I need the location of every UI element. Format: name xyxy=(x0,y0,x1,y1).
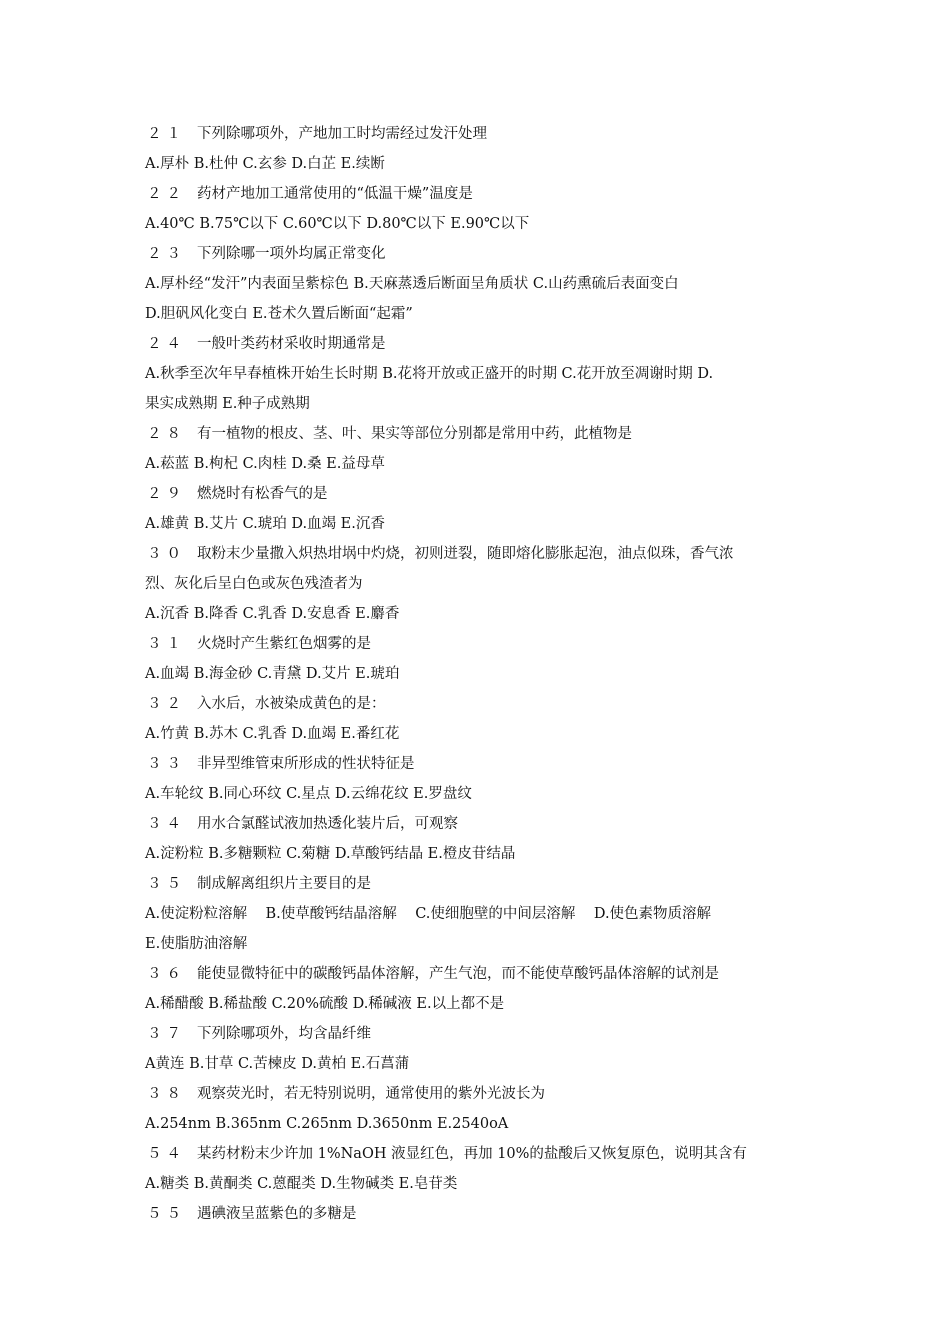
question-36 xyxy=(145,959,815,989)
question-23 xyxy=(145,239,815,269)
question-text: 观察荧光时，若无特别说明，通常使用的紫外光波长为 xyxy=(197,1086,545,1102)
question-23-options: A.厚朴经“发汗”内表面呈紫棕色 B.天麻蒸透后断面呈角质状 C.山药熏硫后表面变白 xyxy=(145,276,679,292)
question-31 xyxy=(145,629,815,659)
question-21 xyxy=(145,119,815,149)
question-text: 下列除哪一项外均属正常变化 xyxy=(197,246,386,262)
question-35-options: A.使淀粉粒溶解 B.使草酸钙结晶溶解 C.使细胞壁的中间层溶解 D.使色素物质溶解 xyxy=(145,906,712,922)
question-33-options: A.车轮纹 B.同心环纹 C.星点 D.云绵花纹 E.罗盘纹 xyxy=(145,786,472,802)
question-22-options: A.40℃ B.75℃以下 C.60℃以下 D.80℃以下 E.90℃以下 xyxy=(145,216,530,232)
question-38 xyxy=(145,1079,815,1109)
question-24-options: A.秋季至次年早春植株开始生长时期 B.花将开放或正盛开的时期 C.花开放至凋谢时期 D. xyxy=(145,366,714,382)
question-54 xyxy=(145,1139,815,1169)
question-32-options: A.竹黄 B.苏木 C.乳香 D.血竭 E.番红花 xyxy=(145,726,400,742)
question-number: ２３ xyxy=(147,246,186,262)
question-55 xyxy=(145,1199,815,1229)
question-text: 取粉末少量撒入炽热坩埚中灼烧，初则迸裂，随即熔化膨胀起泡，油点似珠，香气浓 xyxy=(197,546,734,562)
question-text: 制成解离组织片主要目的是 xyxy=(197,876,371,892)
question-34 xyxy=(145,809,815,839)
question-text: 药材产地加工通常使用的“低温干燥”温度是 xyxy=(197,186,473,202)
question-number: ３３ xyxy=(147,756,186,772)
question-24-options-cont: 果实成熟期 E.种子成熟期 xyxy=(145,396,310,412)
question-38-options: A.254nm B.365nm C.265nm D.3650nm E.2540oA xyxy=(145,1116,509,1132)
question-35-options-cont: E.使脂肪油溶解 xyxy=(145,936,248,952)
document-page xyxy=(145,119,815,1229)
question-22 xyxy=(145,179,815,209)
question-28 xyxy=(145,419,815,449)
question-number: ３７ xyxy=(147,1026,186,1042)
question-text: 燃烧时有松香气的是 xyxy=(197,486,328,502)
question-35 xyxy=(145,869,815,899)
question-text: 某药材粉末少许加 1%NaOH 液显红色，再加 10%的盐酸后又恢复原色，说明其含有 xyxy=(197,1146,747,1162)
question-28-options: A.菘蓝 B.枸杞 C.肉桂 D.桑 E.益母草 xyxy=(145,456,385,472)
question-21-options: A.厚朴 B.杜仲 C.玄参 D.白芷 E.续断 xyxy=(145,156,385,172)
question-number: ２８ xyxy=(147,426,186,442)
question-number: ２４ xyxy=(147,336,186,352)
question-37-options: A黄连 B.甘草 C.苦楝皮 D.黄柏 E.石菖蒲 xyxy=(145,1056,410,1072)
question-text: 能使显微特征中的碳酸钙晶体溶解，产生气泡，而不能使草酸钙晶体溶解的试剂是 xyxy=(197,966,719,982)
question-24 xyxy=(145,329,815,359)
question-text: 遇碘液呈蓝紫色的多糖是 xyxy=(197,1206,357,1222)
question-number: ２１ xyxy=(147,126,186,142)
question-34-options: A.淀粉粒 B.多糖颗粒 C.菊糖 D.草酸钙结晶 E.橙皮苷结晶 xyxy=(145,846,516,862)
question-31-options: A.血竭 B.海金砂 C.青黛 D.艾片 E.琥珀 xyxy=(145,666,400,682)
question-number: ３０ xyxy=(147,546,186,562)
question-37 xyxy=(145,1019,815,1049)
question-number: ３８ xyxy=(147,1086,186,1102)
question-text: 有一植物的根皮、茎、叶、果实等部位分别都是常用中药，此植物是 xyxy=(197,426,632,442)
question-30-options: A.沉香 B.降香 C.乳香 D.安息香 E.麝香 xyxy=(145,606,400,622)
question-text: 非异型维管束所形成的性状特征是 xyxy=(197,756,415,772)
question-54-options: A.糖类 B.黄酮类 C.蒽醌类 D.生物碱类 E.皂苷类 xyxy=(145,1176,458,1192)
question-32 xyxy=(145,689,815,719)
question-text: 下列除哪项外，产地加工时均需经过发汗处理 xyxy=(197,126,487,142)
question-29 xyxy=(145,479,815,509)
question-number: ３１ xyxy=(147,636,186,652)
question-number: ２９ xyxy=(147,486,186,502)
question-text: 入水后，水被染成黄色的是： xyxy=(197,696,386,712)
question-text: 火烧时产生紫红色烟雾的是 xyxy=(197,636,371,652)
question-29-options: A.雄黄 B.艾片 C.琥珀 D.血竭 E.沉香 xyxy=(145,516,385,532)
question-text: 用水合氯醛试液加热透化装片后，可观察 xyxy=(197,816,458,832)
question-number: ５４ xyxy=(147,1146,186,1162)
question-number: ３２ xyxy=(147,696,186,712)
question-23-options-cont: D.胆矾风化变白 E.苍术久置后断面“起霜” xyxy=(145,306,413,322)
question-number: ３４ xyxy=(147,816,186,832)
question-number: ５５ xyxy=(147,1206,186,1222)
question-number: ３６ xyxy=(147,966,186,982)
question-text: 一般叶类药材采收时期通常是 xyxy=(197,336,386,352)
question-33 xyxy=(145,749,815,779)
question-30-text-cont: 烈、灰化后呈白色或灰色残渣者为 xyxy=(145,576,363,592)
question-30 xyxy=(145,539,815,569)
question-number: ３５ xyxy=(147,876,186,892)
question-36-options: A.稀醋酸 B.稀盐酸 C.20%硫酸 D.稀碱液 E.以上都不是 xyxy=(145,996,505,1012)
question-text: 下列除哪项外，均含晶纤维 xyxy=(197,1026,371,1042)
question-number: ２２ xyxy=(147,186,186,202)
